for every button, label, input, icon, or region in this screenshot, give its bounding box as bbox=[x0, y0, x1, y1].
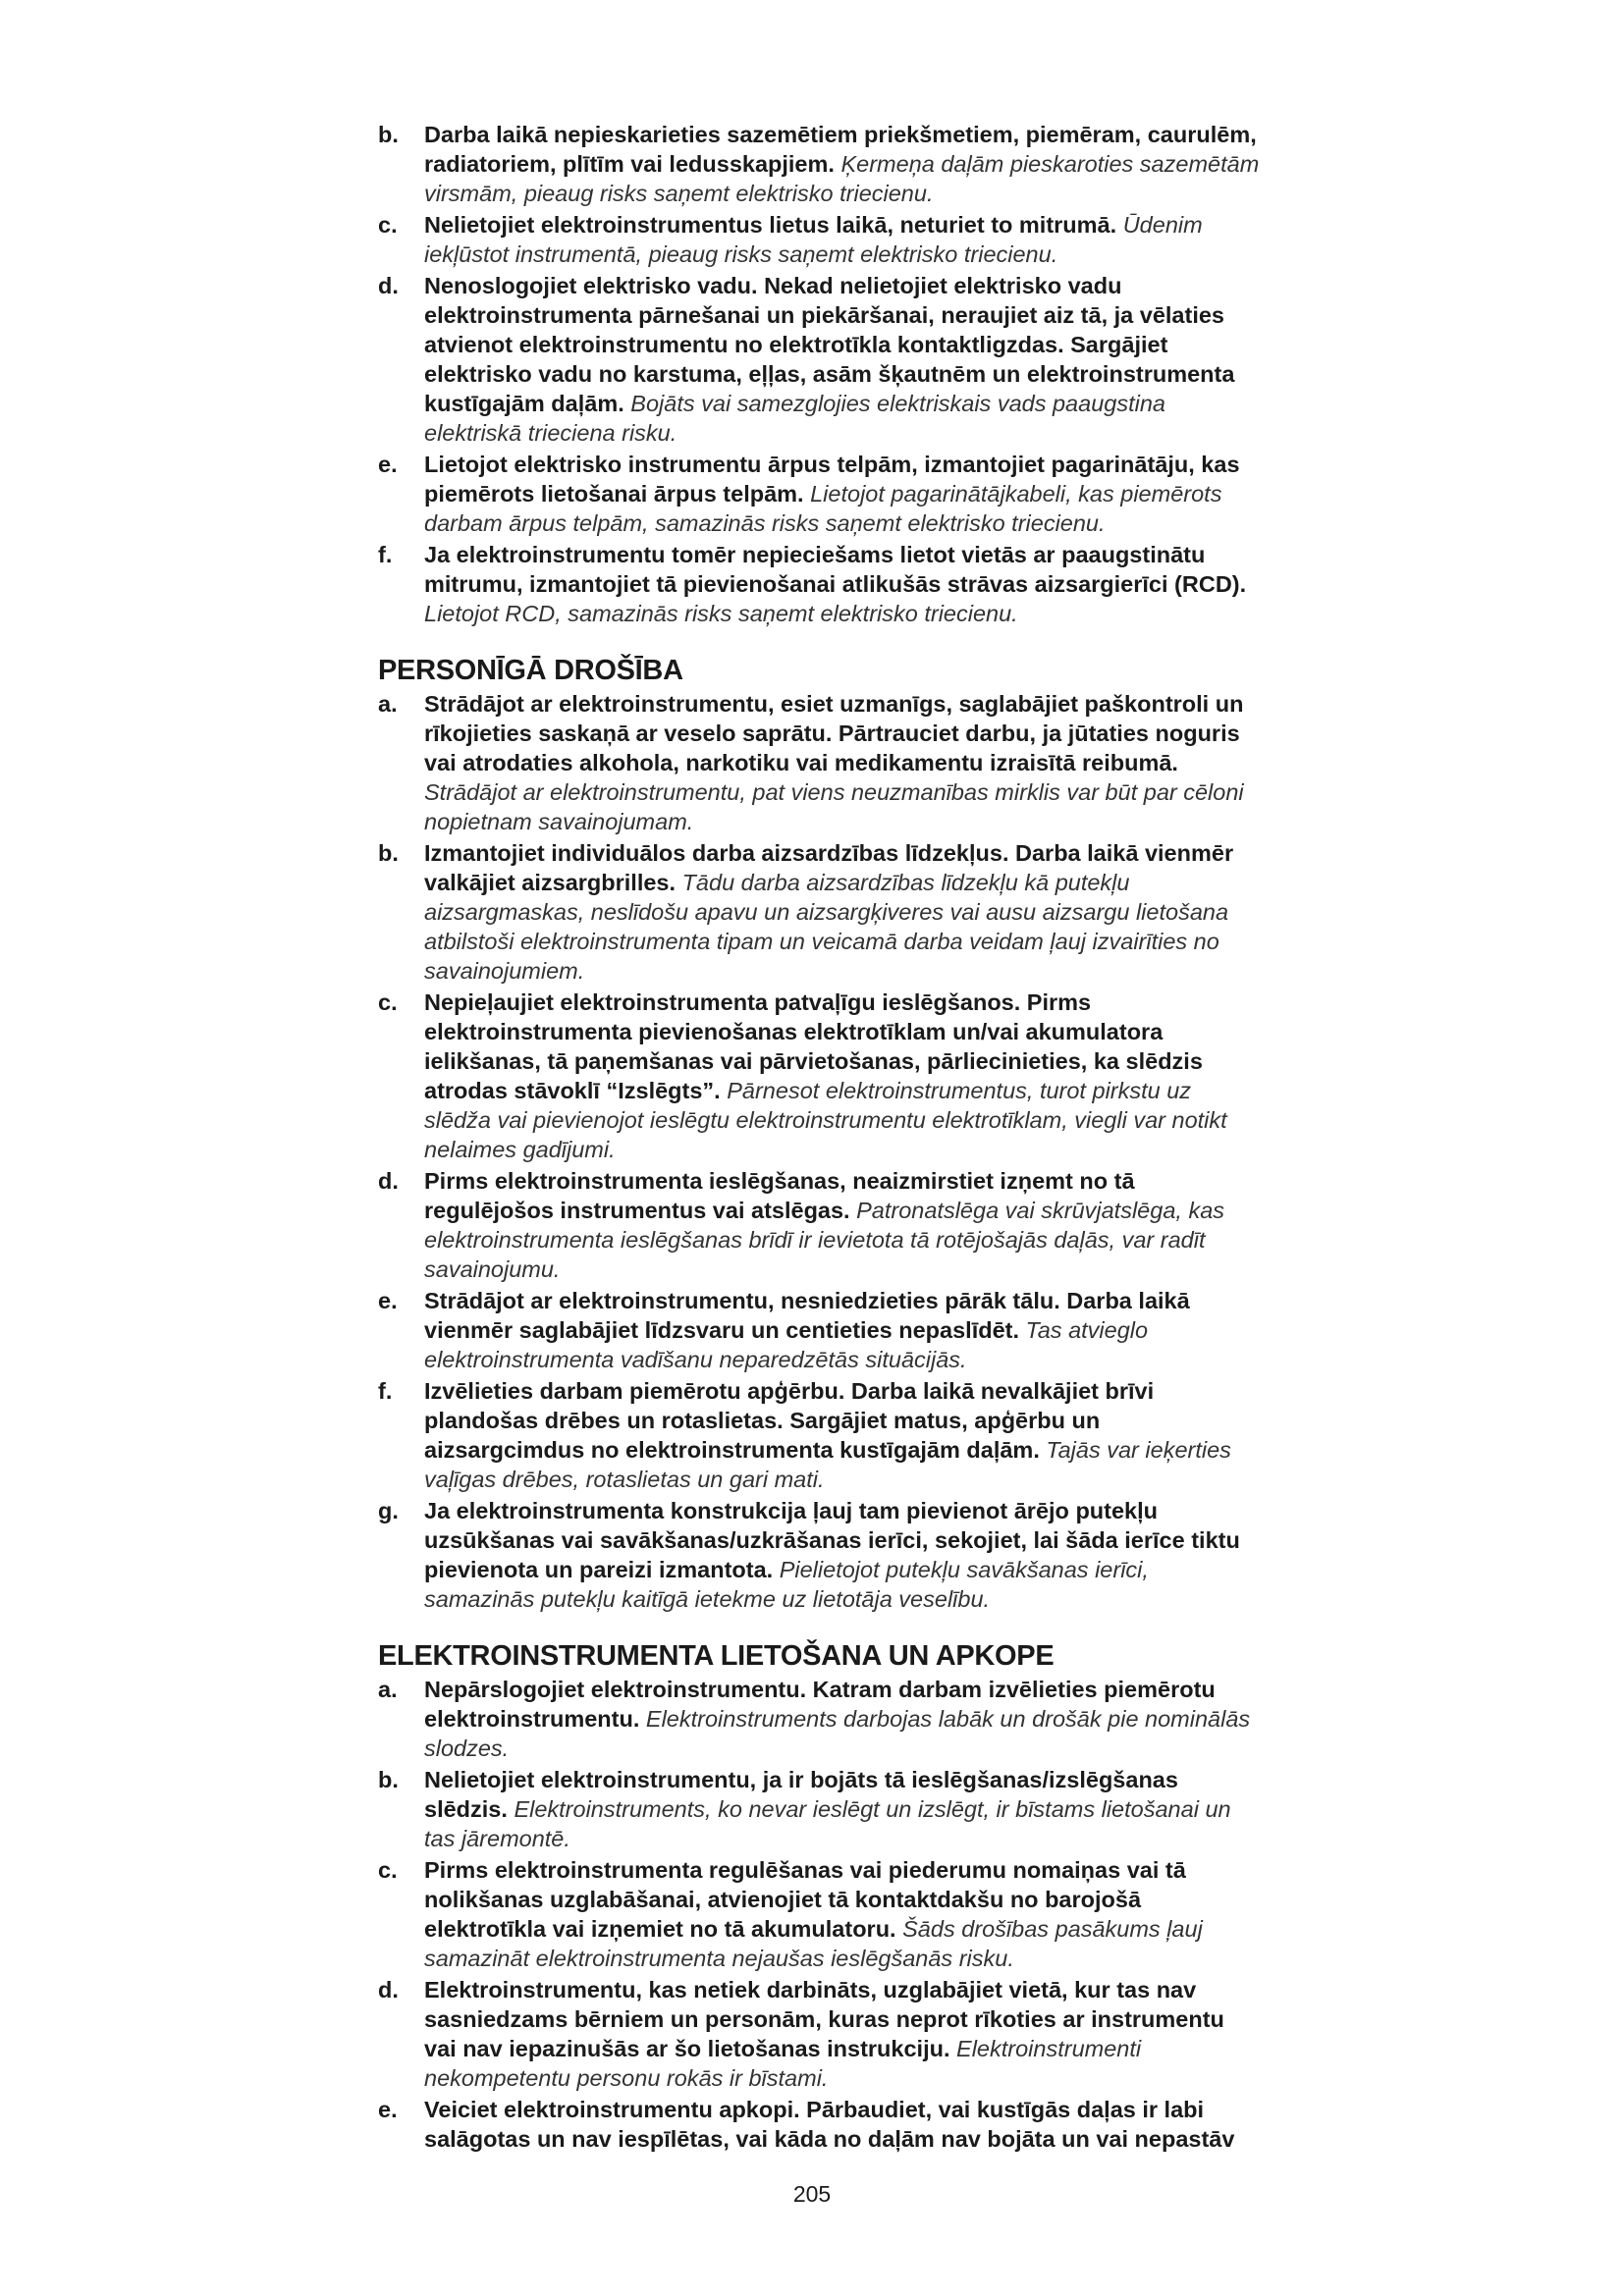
item-letter: b. bbox=[378, 840, 399, 866]
item-explanation: Bojāts vai samezglojies elektriskais vads paaugstina elektriskā trieciena risku. bbox=[424, 391, 1165, 446]
instruction-item bbox=[378, 1286, 1262, 1374]
item-letter: b. bbox=[378, 1767, 399, 1792]
instruction-item bbox=[378, 210, 1262, 269]
instruction-item bbox=[378, 2095, 1262, 2154]
instruction-item bbox=[378, 1166, 1262, 1284]
item-instruction: Nelietojiet elektroinstrumentu, ja ir bojāts tā ieslēgšanas/izslēgšanas slēdzis. bbox=[424, 1767, 1178, 1822]
item-letter: c. bbox=[378, 212, 398, 238]
item-letter: e. bbox=[378, 2097, 398, 2122]
page-number: 205 bbox=[792, 2181, 832, 2207]
instruction-item bbox=[378, 120, 1262, 208]
item-explanation: Elektroinstruments darbojas labāk un drošāk pie nominālās slodzes. bbox=[424, 1706, 1251, 1761]
item-letter: c. bbox=[378, 989, 398, 1015]
instruction-item bbox=[378, 1975, 1262, 2093]
item-letter: d. bbox=[378, 1977, 399, 2002]
item-instruction: Ja elektroinstrumenta konstrukcija ļauj tam pievienot ārējo putekļu uzsūkšanas vai savākšanas/uzkrāšanas ierīci, sekojiet, lai šāda ierīce tiktu pievienota un pareizi izmantota. bbox=[424, 1498, 1240, 1582]
item-letter: c. bbox=[378, 1857, 398, 1883]
item-letter: e. bbox=[378, 1288, 398, 1313]
item-instruction: Strādājot ar elektroinstrumentu, esiet uzmanīgs, saglabājiet paškontroli un rīkojieties saskaņā ar veselo saprātu. Pārtrauciet darbu, ja jūtaties noguris vai atrodaties alkohola, narkotiku vai medikamentu izraisītā reibumā. bbox=[424, 691, 1244, 775]
item-instruction: Nenoslogojiet elektrisko vadu. Nekad nelietojiet elektrisko vadu elektroinstrumenta pārnešanai un piekāršanai, neraujiet aiz tā, ja vēlaties atvienot elektroinstrumentu no elektrotīkla kontaktligzdas. Sargājiet elektrisko vadu no karstuma, eļļas, asām šķautnēm un elektroinstrumenta kustīgajām daļām. bbox=[424, 273, 1235, 416]
item-instruction: Strādājot ar elektroinstrumentu, nesniedzieties pārāk tālu. Darba laikā vienmēr saglabājiet līdzsvaru un centieties nepaslīdēt. bbox=[424, 1288, 1190, 1343]
item-explanation: Lietojot pagarinātājkabeli, kas piemērots darbam ārpus telpām, samazinās risks saņemt elektrisko triecienu. bbox=[424, 481, 1222, 536]
instruction-item bbox=[378, 838, 1262, 986]
item-instruction: Izmantojiet individuālos darba aizsardzības līdzekļus. Darba laikā vienmēr valkājiet aizsargbrilles. bbox=[424, 840, 1234, 895]
item-instruction: Ja elektroinstrumentu tomēr nepieciešams lietot vietās ar paaugstinātu mitrumu, izmantojiet tā pievienošanai atlikušās strāvas aizsargierīci (RCD). bbox=[424, 542, 1247, 597]
section-heading-personal-safety: PERSONĪGĀ DROŠĪBA bbox=[378, 655, 683, 686]
item-explanation: Pielietojot putekļu savākšanas ierīci, samazinās putekļu kaitīgā ietekme uz lietotāja veselību. bbox=[424, 1557, 1149, 1612]
intro-list bbox=[378, 120, 1262, 628]
instruction-item bbox=[378, 1496, 1262, 1614]
item-explanation: Patronatslēga vai skrūvjatslēga, kas elektroinstrumenta ieslēgšanas brīdī ir ievietota tā rotējošajās daļās, var radīt savainojumu. bbox=[424, 1198, 1225, 1282]
instruction-item bbox=[378, 271, 1262, 448]
instruction-item bbox=[378, 1765, 1262, 1853]
item-letter: b. bbox=[378, 122, 399, 147]
instruction-item bbox=[378, 540, 1262, 628]
instruction-item bbox=[378, 1675, 1262, 1763]
item-explanation: Elektroinstruments, ko nevar ieslēgt un izslēgt, ir bīstams lietošanai un tas jāremontē. bbox=[424, 1796, 1231, 1851]
item-instruction: Nelietojiet elektroinstrumentus lietus laikā, neturiet to mitrumā. bbox=[424, 212, 1117, 238]
use-and-care-list bbox=[378, 1675, 1262, 2154]
item-explanation: Strādājot ar elektroinstrumentu, pat viens neuzmanības mirklis var būt par cēloni nopietnam savainojumam. bbox=[424, 779, 1244, 834]
item-explanation: Pārnesot elektroinstrumentus, turot pirkstu uz slēdža vai pievienojot ieslēgtu elektroinstrumentu elektrotīklam, viegli var notikt nelaimes gadījumi. bbox=[424, 1078, 1227, 1162]
instruction-item bbox=[378, 450, 1262, 538]
item-letter: a. bbox=[378, 691, 398, 717]
item-instruction: Veiciet elektroinstrumentu apkopi. Pārbaudiet, vai kustīgās daļas ir labi salāgotas un nav iespīlētas, vai kāda no daļām nav bojāta un vai nepastāv bbox=[424, 2097, 1235, 2152]
item-letter: e. bbox=[378, 452, 398, 477]
item-letter: f. bbox=[378, 1378, 393, 1404]
item-explanation: Lietojot RCD, samazinās risks saņemt elektrisko triecienu. bbox=[424, 601, 1018, 626]
item-instruction: Izvēlieties darbam piemērotu apģērbu. Darba laikā nevalkājiet brīvi plandošas drēbes un rotaslietas. Sargājiet matus, apģērbu un aizsargcimdus no elektroinstrumenta kustīgajām daļām. bbox=[424, 1378, 1155, 1463]
instruction-item bbox=[378, 689, 1262, 836]
instruction-item bbox=[378, 1855, 1262, 1973]
item-explanation: Tādu darba aizsardzības līdzekļu kā putekļu aizsargmaskas, neslīdošu apavu un aizsargķiveres vai ausu aizsargu lietošana atbilstoši elektroinstrumenta tipam un veicamā darba veidam ļauj izvairīties no savainojumiem. bbox=[424, 870, 1229, 984]
item-explanation: Tajās var ieķerties vaļīgas drēbes, rotaslietas un gari mati. bbox=[424, 1437, 1231, 1492]
item-instruction: Lietojot elektrisko instrumentu ārpus telpām, izmantojiet pagarinātāju, kas piemērots lietošanai ārpus telpām. bbox=[424, 452, 1240, 507]
item-instruction: Elektroinstrumentu, kas netiek darbināts, uzglabājiet vietā, kur tas nav sasniedzams bērniem un personām, kuras neprot rīkoties ar instrumentu vai nav iepazinušās ar šo lietošanas instrukciju. bbox=[424, 1977, 1224, 2061]
item-letter: f. bbox=[378, 542, 393, 567]
item-letter: d. bbox=[378, 273, 399, 298]
item-instruction: Darba laikā nepieskarieties sazemētiem priekšmetiem, piemēram, caurulēm, radiatoriem, plītīm vai ledusskapjiem. bbox=[424, 122, 1257, 177]
personal-safety-list bbox=[378, 689, 1262, 1614]
item-instruction: Nepārslogojiet elektroinstrumentu. Katram darbam izvēlieties piemērotu elektroinstrumentu. bbox=[424, 1677, 1216, 1732]
item-instruction: Pirms elektroinstrumenta regulēšanas vai piederumu nomaiņas vai tā nolikšanas uzglabāšanai, atvienojiet tā kontaktdakšu no barojošā elektrotīkla vai izņemiet no tā akumulatoru. bbox=[424, 1857, 1186, 1942]
item-instruction: Nepieļaujiet elektroinstrumenta patvaļīgu ieslēgšanos. Pirms elektroinstrumenta pievienošanas elektrotīklam un/vai akumulatora ielikšanas, tā paņemšanas vai pārvietošanas, pārliecinieties, ka slēdzis atrodas stāvoklī “Izslēgts”. bbox=[424, 989, 1203, 1103]
instruction-item bbox=[378, 1376, 1262, 1494]
item-letter: d. bbox=[378, 1168, 399, 1194]
section-heading-use-and-care: ELEKTROINSTRUMENTA LIETOŠANA UN APKOPE bbox=[378, 1640, 1055, 1672]
item-explanation: Ūdenim iekļūstot instrumentā, pieaug risks saņemt elektrisko triecienu. bbox=[424, 212, 1203, 267]
item-letter: a. bbox=[378, 1677, 398, 1702]
item-instruction: Pirms elektroinstrumenta ieslēgšanas, neaizmirstiet izņemt no tā regulējošos instrumentus vai atslēgas. bbox=[424, 1168, 1135, 1223]
item-explanation: Šāds drošības pasākums ļauj samazināt elektroinstrumenta nejaušas ieslēgšanās risku. bbox=[424, 1916, 1203, 1971]
page-content bbox=[378, 120, 1262, 2156]
item-explanation: Tas atvieglo elektroinstrumenta vadīšanu neparedzētās situācijās. bbox=[424, 1317, 1149, 1372]
item-letter: g. bbox=[378, 1498, 399, 1523]
item-explanation: Ķermeņa daļām pieskaroties sazemētām virsmām, pieaug risks saņemt elektrisko triecienu. bbox=[424, 151, 1260, 206]
item-explanation: Elektroinstrumenti nekompetentu personu rokās ir bīstami. bbox=[424, 2036, 1142, 2091]
instruction-item bbox=[378, 988, 1262, 1164]
